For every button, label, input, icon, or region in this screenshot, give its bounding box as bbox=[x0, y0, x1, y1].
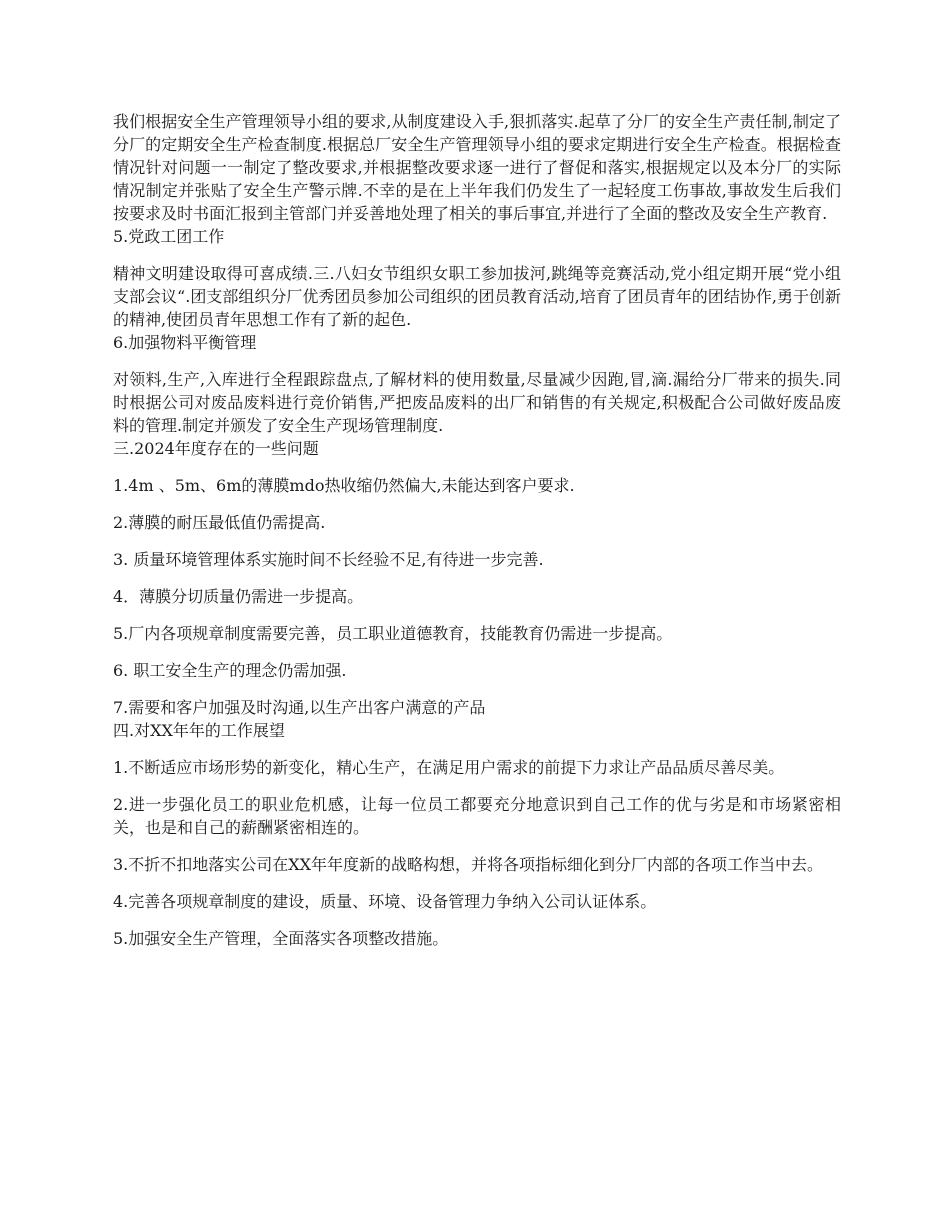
outlook-item-5: 5.加强安全生产管理，全面落实各项整改措施。 bbox=[113, 929, 449, 948]
document-body bbox=[113, 110, 841, 950]
outlook-item-3: 3.不折不扣地落实公司在XX年年度新的战略构想，并将各项指标细化到分厂内部的各项工作当中去。 bbox=[113, 855, 824, 874]
problem-item-4: 4．薄膜分切质量仍需进一步提高。 bbox=[113, 587, 364, 606]
problem-item-2: 2.薄膜的耐压最低值仍需提高. bbox=[113, 513, 326, 532]
problem-item-3: 3. 质量环境管理体系实施时间不长经验不足,有待进一步完善. bbox=[113, 550, 544, 569]
section-heading-party-work: 5.党政工团工作 bbox=[113, 227, 225, 246]
section-heading-outlook: 四.对XX年年的工作展望 bbox=[113, 721, 285, 740]
section-heading-problems: 三.2024年度存在的一些问题 bbox=[113, 439, 319, 458]
safety-management-paragraph: 我们根据安全生产管理领导小组的要求,从制度建设入手,狠抓落实.起草了分厂的安全生产责任制,制定了分厂的定期安全生产检查制度.根据总厂安全生产管理领导小组的要求定期进行安全生产检查。根据检查情况针对问题一一制定了整改要求,并根据整改要求逐一进行了督促和落实,根据规定以及本分厂的实际情况制定并张贴了安全生产警示牌.不幸的是在上半年我们仍发生了一起轻度工伤事故,事故发生后我们按要求及时书面汇报到主管部门并妥善地处理了相关的事后事宜,并进行了全面的整改及安全生产教育. bbox=[113, 112, 841, 223]
outlook-item-4: 4.完善各项规章制度的建设，质量、环境、设备管理力争纳入公司认证体系。 bbox=[113, 892, 657, 911]
problem-item-6: 6. 职工安全生产的理念仍需加强. bbox=[113, 661, 347, 680]
material-tracking-paragraph: 对领料,生产,入库进行全程跟踪盘点,了解材料的使用数量,尽量减少因跑,冒,滴.漏给分厂带来的损失.同时根据公司对废品废料进行竞价销售,严把废品废料的出厂和销售的有关规定,积极配合公司做好废品废料的管理.制定并颁发了安全生产现场管理制度. bbox=[113, 370, 841, 435]
outlook-item-1: 1.不断适应市场形势的新变化，精心生产，在满足用户需求的前提下力求让产品品质尽善尽美。 bbox=[113, 758, 785, 777]
problem-item-5: 5.厂内各项规章制度需要完善，员工职业道德教育，技能教育仍需进一步提高。 bbox=[113, 624, 673, 643]
section-heading-material-balance: 6.加强物料平衡管理 bbox=[113, 333, 257, 352]
problem-item-1: 1.4m 、5m、6m的薄膜mdo热收缩仍然偏大,未能达到客户要求. bbox=[113, 476, 575, 495]
spiritual-civilization-paragraph: 精神文明建设取得可喜成绩.三.八妇女节组织女职工参加拔河,跳绳等竞赛活动,党小组定期开展“党小组支部会议“.团支部组织分厂优秀团员参加公司组织的团员教育活动,培育了团员青年的团结协作,勇于创新的精神,使团员青年思想工作有了新的起色. bbox=[113, 264, 841, 329]
problem-item-7: 7.需要和客户加强及时沟通,以生产出客户满意的产品 bbox=[113, 698, 486, 717]
outlook-item-2: 2.进一步强化员工的职业危机感，让每一位员工都要充分地意识到自己工作的优与劣是和市场紧密相关，也是和自己的薪酬紧密相连的。 bbox=[113, 795, 841, 837]
